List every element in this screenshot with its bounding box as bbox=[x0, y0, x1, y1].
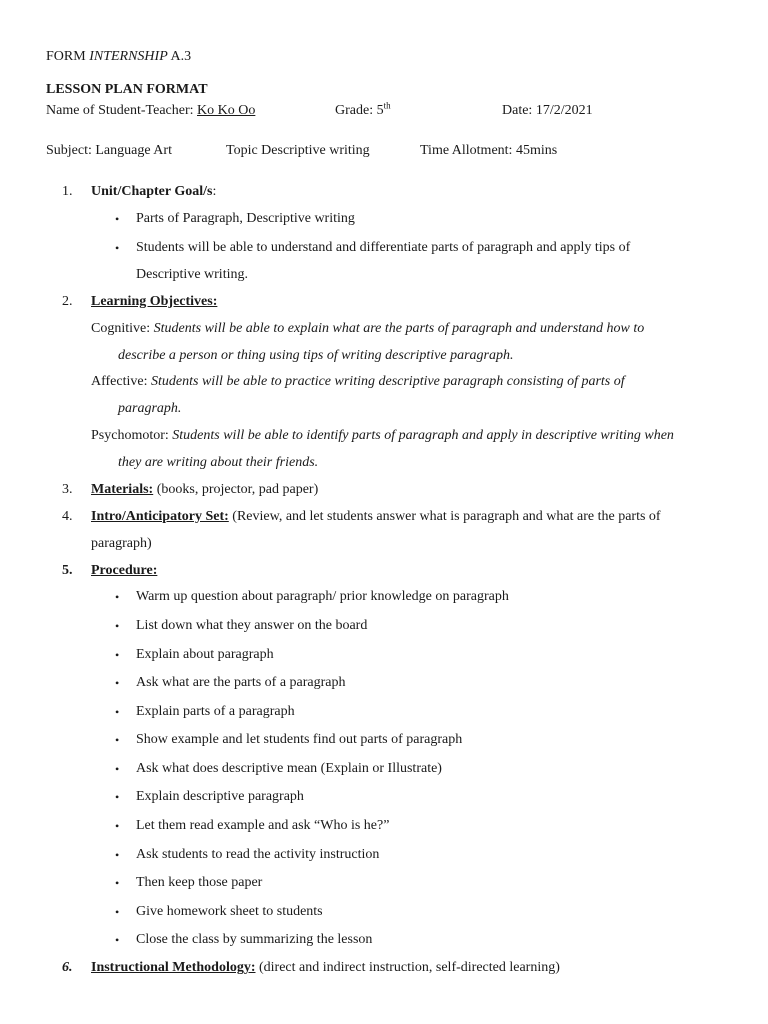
subject: Subject: Language Art bbox=[46, 143, 172, 158]
cognitive-label: Cognitive: bbox=[91, 321, 154, 336]
section-1-title-suffix: : bbox=[212, 184, 217, 199]
bullet-icon: • bbox=[115, 733, 120, 747]
goal-item-continuation: Descriptive writing. bbox=[136, 267, 248, 282]
intro-text: (Review, and let students answer what is paragraph and what are the parts of bbox=[228, 509, 661, 524]
section-2-title: Learning Objectives: bbox=[91, 294, 218, 309]
student-label: Name of Student-Teacher: bbox=[46, 103, 198, 118]
procedure-step: Let them read example and ask “Who is he?” bbox=[136, 818, 390, 833]
cognitive-text-continuation: describe a person or thing using tips of writing descriptive paragraph. bbox=[118, 348, 514, 363]
procedure-step: Ask what does descriptive mean (Explain or Illustrate) bbox=[136, 761, 442, 776]
section-6-number: 6. bbox=[62, 960, 73, 975]
cognitive-objective bbox=[91, 320, 644, 337]
affective-label: Affective: bbox=[91, 374, 151, 389]
time-allotment: Time Allotment: 45mins bbox=[420, 143, 558, 158]
procedure-step: List down what they answer on the board bbox=[136, 618, 368, 633]
goal-item: Students will be able to understand and differentiate parts of paragraph and apply tips of bbox=[136, 240, 631, 255]
procedure-step: Close the class by summarizing the lesson bbox=[136, 932, 373, 947]
procedure-step: Warm up question about paragraph/ prior knowledge on paragraph bbox=[136, 589, 509, 604]
bullet-icon: • bbox=[115, 705, 120, 719]
bullet-icon: • bbox=[115, 790, 120, 804]
bullet-icon: • bbox=[115, 590, 120, 604]
psychomotor-label: Psychomotor: bbox=[91, 428, 173, 443]
affective-text-continuation: paragraph. bbox=[118, 401, 182, 416]
goal-item: Parts of Paragraph, Descriptive writing bbox=[136, 211, 355, 226]
bullet-icon: • bbox=[115, 212, 120, 226]
bullet-icon: • bbox=[115, 619, 120, 633]
bullet-icon: • bbox=[115, 762, 120, 776]
grade-sup: th bbox=[383, 100, 391, 111]
bullet-icon: • bbox=[115, 676, 120, 690]
bullet-icon: • bbox=[115, 905, 120, 919]
procedure-step: Then keep those paper bbox=[136, 875, 263, 890]
section-3-number: 3. bbox=[62, 482, 73, 497]
student-name: Ko Ko Oo bbox=[197, 103, 256, 118]
procedure-step: Give homework sheet to students bbox=[136, 904, 323, 919]
section-2-number: 2. bbox=[62, 294, 73, 309]
cognitive-text: Students will be able to explain what are the parts of paragraph and understand how to bbox=[153, 321, 645, 336]
bullet-icon: • bbox=[115, 848, 120, 862]
materials-title: Materials: bbox=[91, 482, 154, 497]
grade-label: Grade: 5 bbox=[335, 103, 384, 118]
form-suffix: A.3 bbox=[167, 49, 192, 64]
section-5-number: 5. bbox=[62, 563, 73, 578]
procedure-step: Explain descriptive paragraph bbox=[136, 789, 304, 804]
topic: Topic Descriptive writing bbox=[226, 143, 370, 158]
methodology-text: (direct and indirect instruction, self-directed learning) bbox=[255, 960, 560, 975]
intro-title: Intro/Anticipatory Set: bbox=[91, 509, 229, 524]
materials bbox=[91, 481, 318, 498]
bullet-icon: • bbox=[115, 241, 120, 255]
form-label bbox=[46, 48, 191, 65]
intro-set bbox=[91, 508, 661, 525]
procedure-step: Explain about paragraph bbox=[136, 647, 274, 662]
procedure-step: Explain parts of a paragraph bbox=[136, 704, 295, 719]
psychomotor-text: Students will be able to identify parts of paragraph and apply in descriptive writing when bbox=[172, 428, 674, 443]
section-1-title: Unit/Chapter Goal/s bbox=[91, 184, 213, 199]
intro-text-continuation: paragraph) bbox=[91, 536, 152, 551]
form-prefix: FORM bbox=[46, 49, 90, 64]
psychomotor-text-continuation: they are writing about their friends. bbox=[118, 455, 319, 470]
psychomotor-objective bbox=[91, 427, 674, 444]
instructional-methodology bbox=[91, 959, 560, 976]
section-4-number: 4. bbox=[62, 509, 73, 524]
materials-text: (books, projector, pad paper) bbox=[153, 482, 319, 497]
bullet-icon: • bbox=[115, 876, 120, 890]
student-teacher-line bbox=[46, 102, 255, 119]
procedure-step: Ask what are the parts of a paragraph bbox=[136, 675, 346, 690]
methodology-title: Instructional Methodology: bbox=[91, 960, 256, 975]
procedure-title: Procedure: bbox=[91, 563, 158, 578]
bullet-icon: • bbox=[115, 648, 120, 662]
bullet-icon: • bbox=[115, 933, 120, 947]
affective-text: Students will be able to practice writing descriptive paragraph consisting of parts of bbox=[151, 374, 625, 389]
affective-objective bbox=[91, 373, 625, 390]
form-italic: INTERNSHIP bbox=[89, 49, 168, 64]
section-1-number: 1. bbox=[62, 184, 73, 199]
document-title: LESSON PLAN FORMAT bbox=[46, 82, 208, 97]
section-1-heading bbox=[91, 183, 216, 200]
procedure-step: Show example and let students find out parts of paragraph bbox=[136, 732, 463, 747]
procedure-step: Ask students to read the activity instruction bbox=[136, 847, 380, 862]
grade bbox=[335, 102, 391, 119]
date: Date: 17/2/2021 bbox=[502, 103, 593, 118]
bullet-icon: • bbox=[115, 819, 120, 833]
